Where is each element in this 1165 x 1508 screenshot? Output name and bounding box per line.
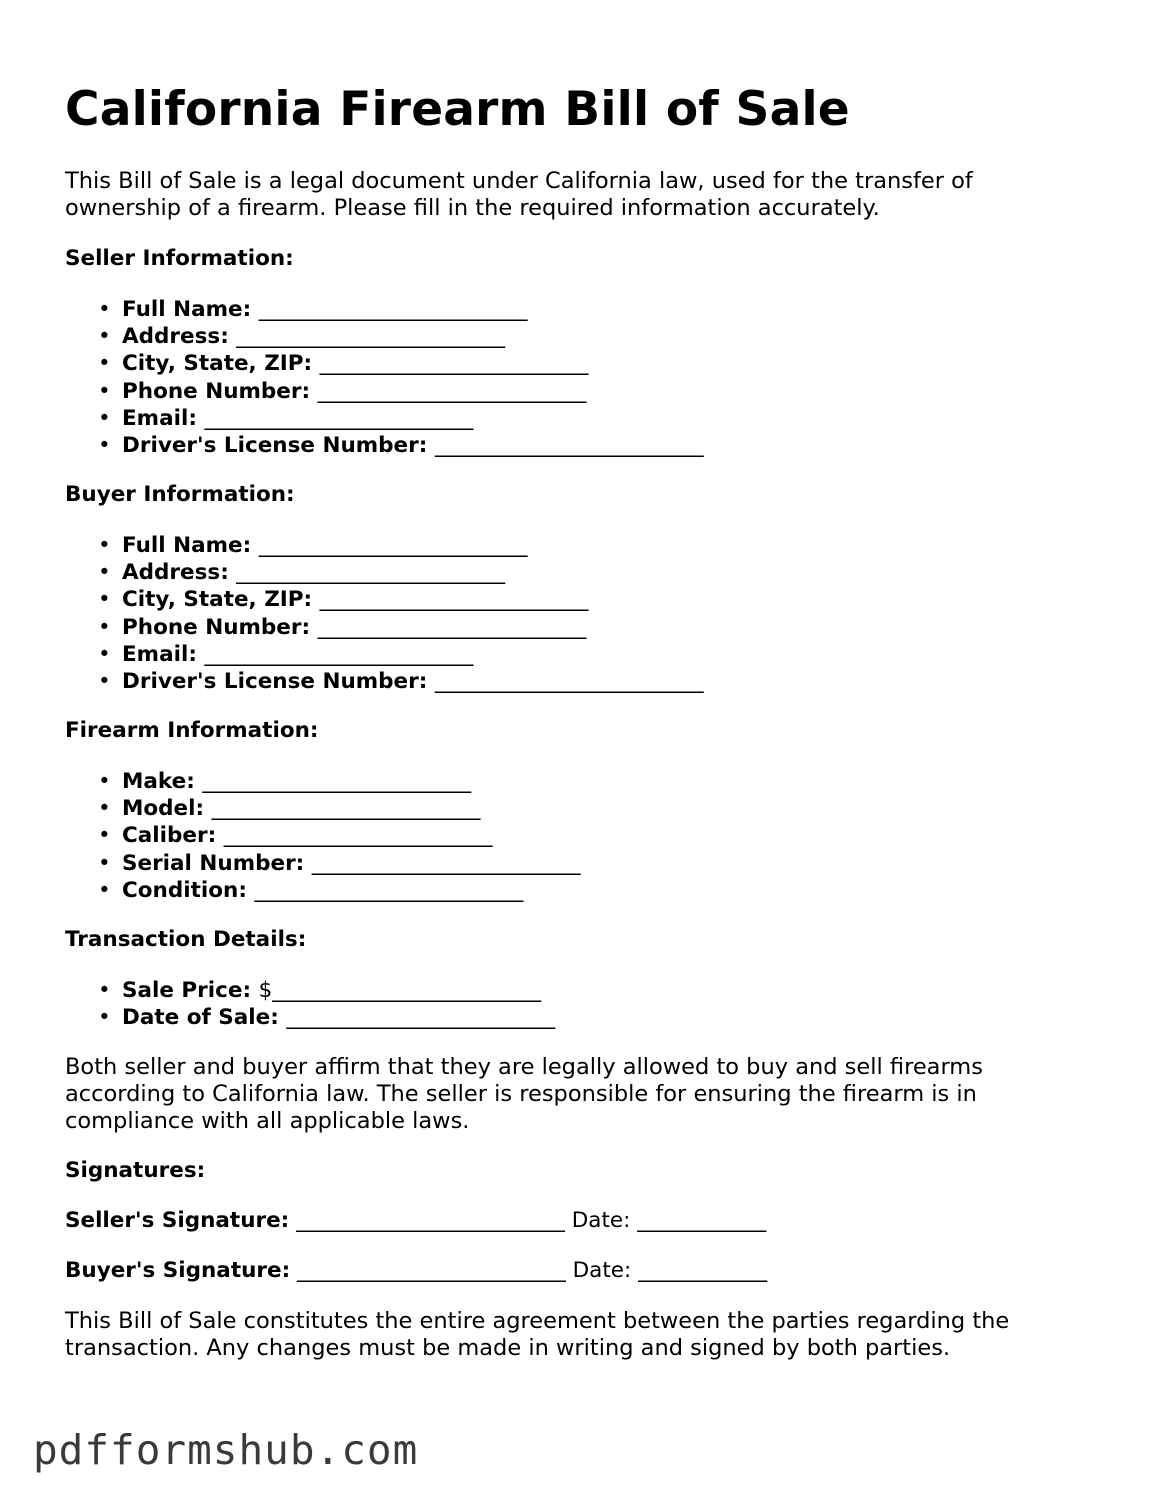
sale-price-field[interactable]: • Sale Price: $_________________________ (98, 978, 542, 1003)
buyer-signature-line[interactable] (65, 1258, 767, 1283)
fill-line: _________________________ (204, 641, 474, 667)
buyer-section-heading: Buyer Information: (65, 482, 295, 507)
seller-signature-line[interactable] (65, 1208, 766, 1233)
fill-line: _________________________ (296, 1208, 565, 1233)
fill-line: _________________________ (202, 769, 472, 794)
fill-line: _________________________ (272, 978, 542, 1003)
fill-line: _________________________ (258, 297, 528, 322)
transaction-section-heading: Transaction Details: (65, 927, 307, 952)
fill-line: _________________________ (317, 614, 587, 640)
seller-license-field[interactable]: • Driver's License Number: _________________________ (98, 432, 704, 458)
fill-line: _________________________ (311, 850, 581, 876)
affirmation-paragraph: Both seller and buyer affirm that they are legally allowed to buy and sell firearms according to California law. The seller is responsible for ensuring the firearm is in compliance with all applicable laws. (65, 1054, 983, 1134)
fill-line: _________________________ (434, 432, 704, 458)
fill-line: _________________________ (223, 823, 493, 849)
fill-line: _________________________ (204, 405, 474, 431)
currency-symbol: $ (258, 978, 273, 1003)
firearm-make-field[interactable]: • Make: _________________________ (98, 769, 472, 794)
fill-line: ____________ (637, 1208, 767, 1233)
date-label: Date: (572, 1258, 632, 1283)
closing-paragraph: This Bill of Sale constitutes the entire agreement between the parties regarding the transaction. Any changes must be made in writing and signed by both parties. (65, 1308, 1010, 1361)
seller-section-heading: Seller Information: (65, 246, 294, 271)
firearm-serial-field[interactable]: • Serial Number: _________________________ (98, 850, 581, 876)
transaction-field-list (65, 977, 555, 1031)
watermark: pdfformshub.com (33, 1426, 419, 1474)
seller-signature-label: Seller's Signature: (65, 1208, 290, 1233)
seller-city-state-zip-field[interactable]: • City, State, ZIP: _________________________ (98, 351, 589, 377)
intro-paragraph: This Bill of Sale is a legal document under California law, used for the transfer of ownership of a firearm. Please fill in the required information accurately. (65, 168, 973, 221)
buyer-signature-label: Buyer's Signature: (65, 1258, 291, 1283)
seller-phone-field[interactable]: • Phone Number: _________________________ (98, 378, 587, 404)
fill-line: _________________________ (258, 533, 528, 558)
firearm-condition-field[interactable]: • Condition: _________________________ (98, 877, 524, 903)
fill-line: _________________________ (254, 877, 524, 903)
buyer-field-list (65, 532, 704, 695)
document-title: California Firearm Bill of Sale (65, 82, 850, 137)
signatures-heading: Signatures: (65, 1158, 206, 1183)
firearm-caliber-field[interactable]: • Caliber: _________________________ (98, 823, 493, 849)
fill-line: _________________________ (317, 378, 587, 404)
firearm-section-heading: Firearm Information: (65, 718, 319, 743)
seller-address-field[interactable]: • Address: _________________________ (98, 324, 506, 350)
date-of-sale-field[interactable]: • Date of Sale: _________________________ (98, 1005, 556, 1031)
seller-field-list (65, 296, 704, 459)
fill-line: _________________________ (319, 587, 589, 613)
fill-line: _________________________ (434, 668, 704, 694)
buyer-full-name-field[interactable]: • Full Name: _________________________ (98, 533, 528, 558)
fill-line: _________________________ (319, 351, 589, 377)
date-label: Date: (571, 1208, 631, 1233)
fill-line: _________________________ (236, 324, 506, 350)
buyer-city-state-zip-field[interactable]: • City, State, ZIP: _________________________ (98, 587, 589, 613)
fill-line: _________________________ (236, 560, 506, 586)
buyer-email-field[interactable]: • Email: _________________________ (98, 641, 474, 667)
seller-email-field[interactable]: • Email: _________________________ (98, 405, 474, 431)
fill-line: ____________ (638, 1258, 768, 1283)
fill-line: _________________________ (286, 1005, 556, 1031)
seller-full-name-field[interactable]: • Full Name: _________________________ (98, 297, 528, 322)
buyer-address-field[interactable]: • Address: _________________________ (98, 560, 506, 586)
buyer-phone-field[interactable]: • Phone Number: _________________________ (98, 614, 587, 640)
fill-line: _________________________ (297, 1258, 566, 1283)
firearm-model-field[interactable]: • Model: _________________________ (98, 796, 481, 822)
buyer-license-field[interactable]: • Driver's License Number: _________________________ (98, 668, 704, 694)
firearm-field-list (65, 768, 581, 904)
fill-line: _________________________ (211, 796, 481, 822)
